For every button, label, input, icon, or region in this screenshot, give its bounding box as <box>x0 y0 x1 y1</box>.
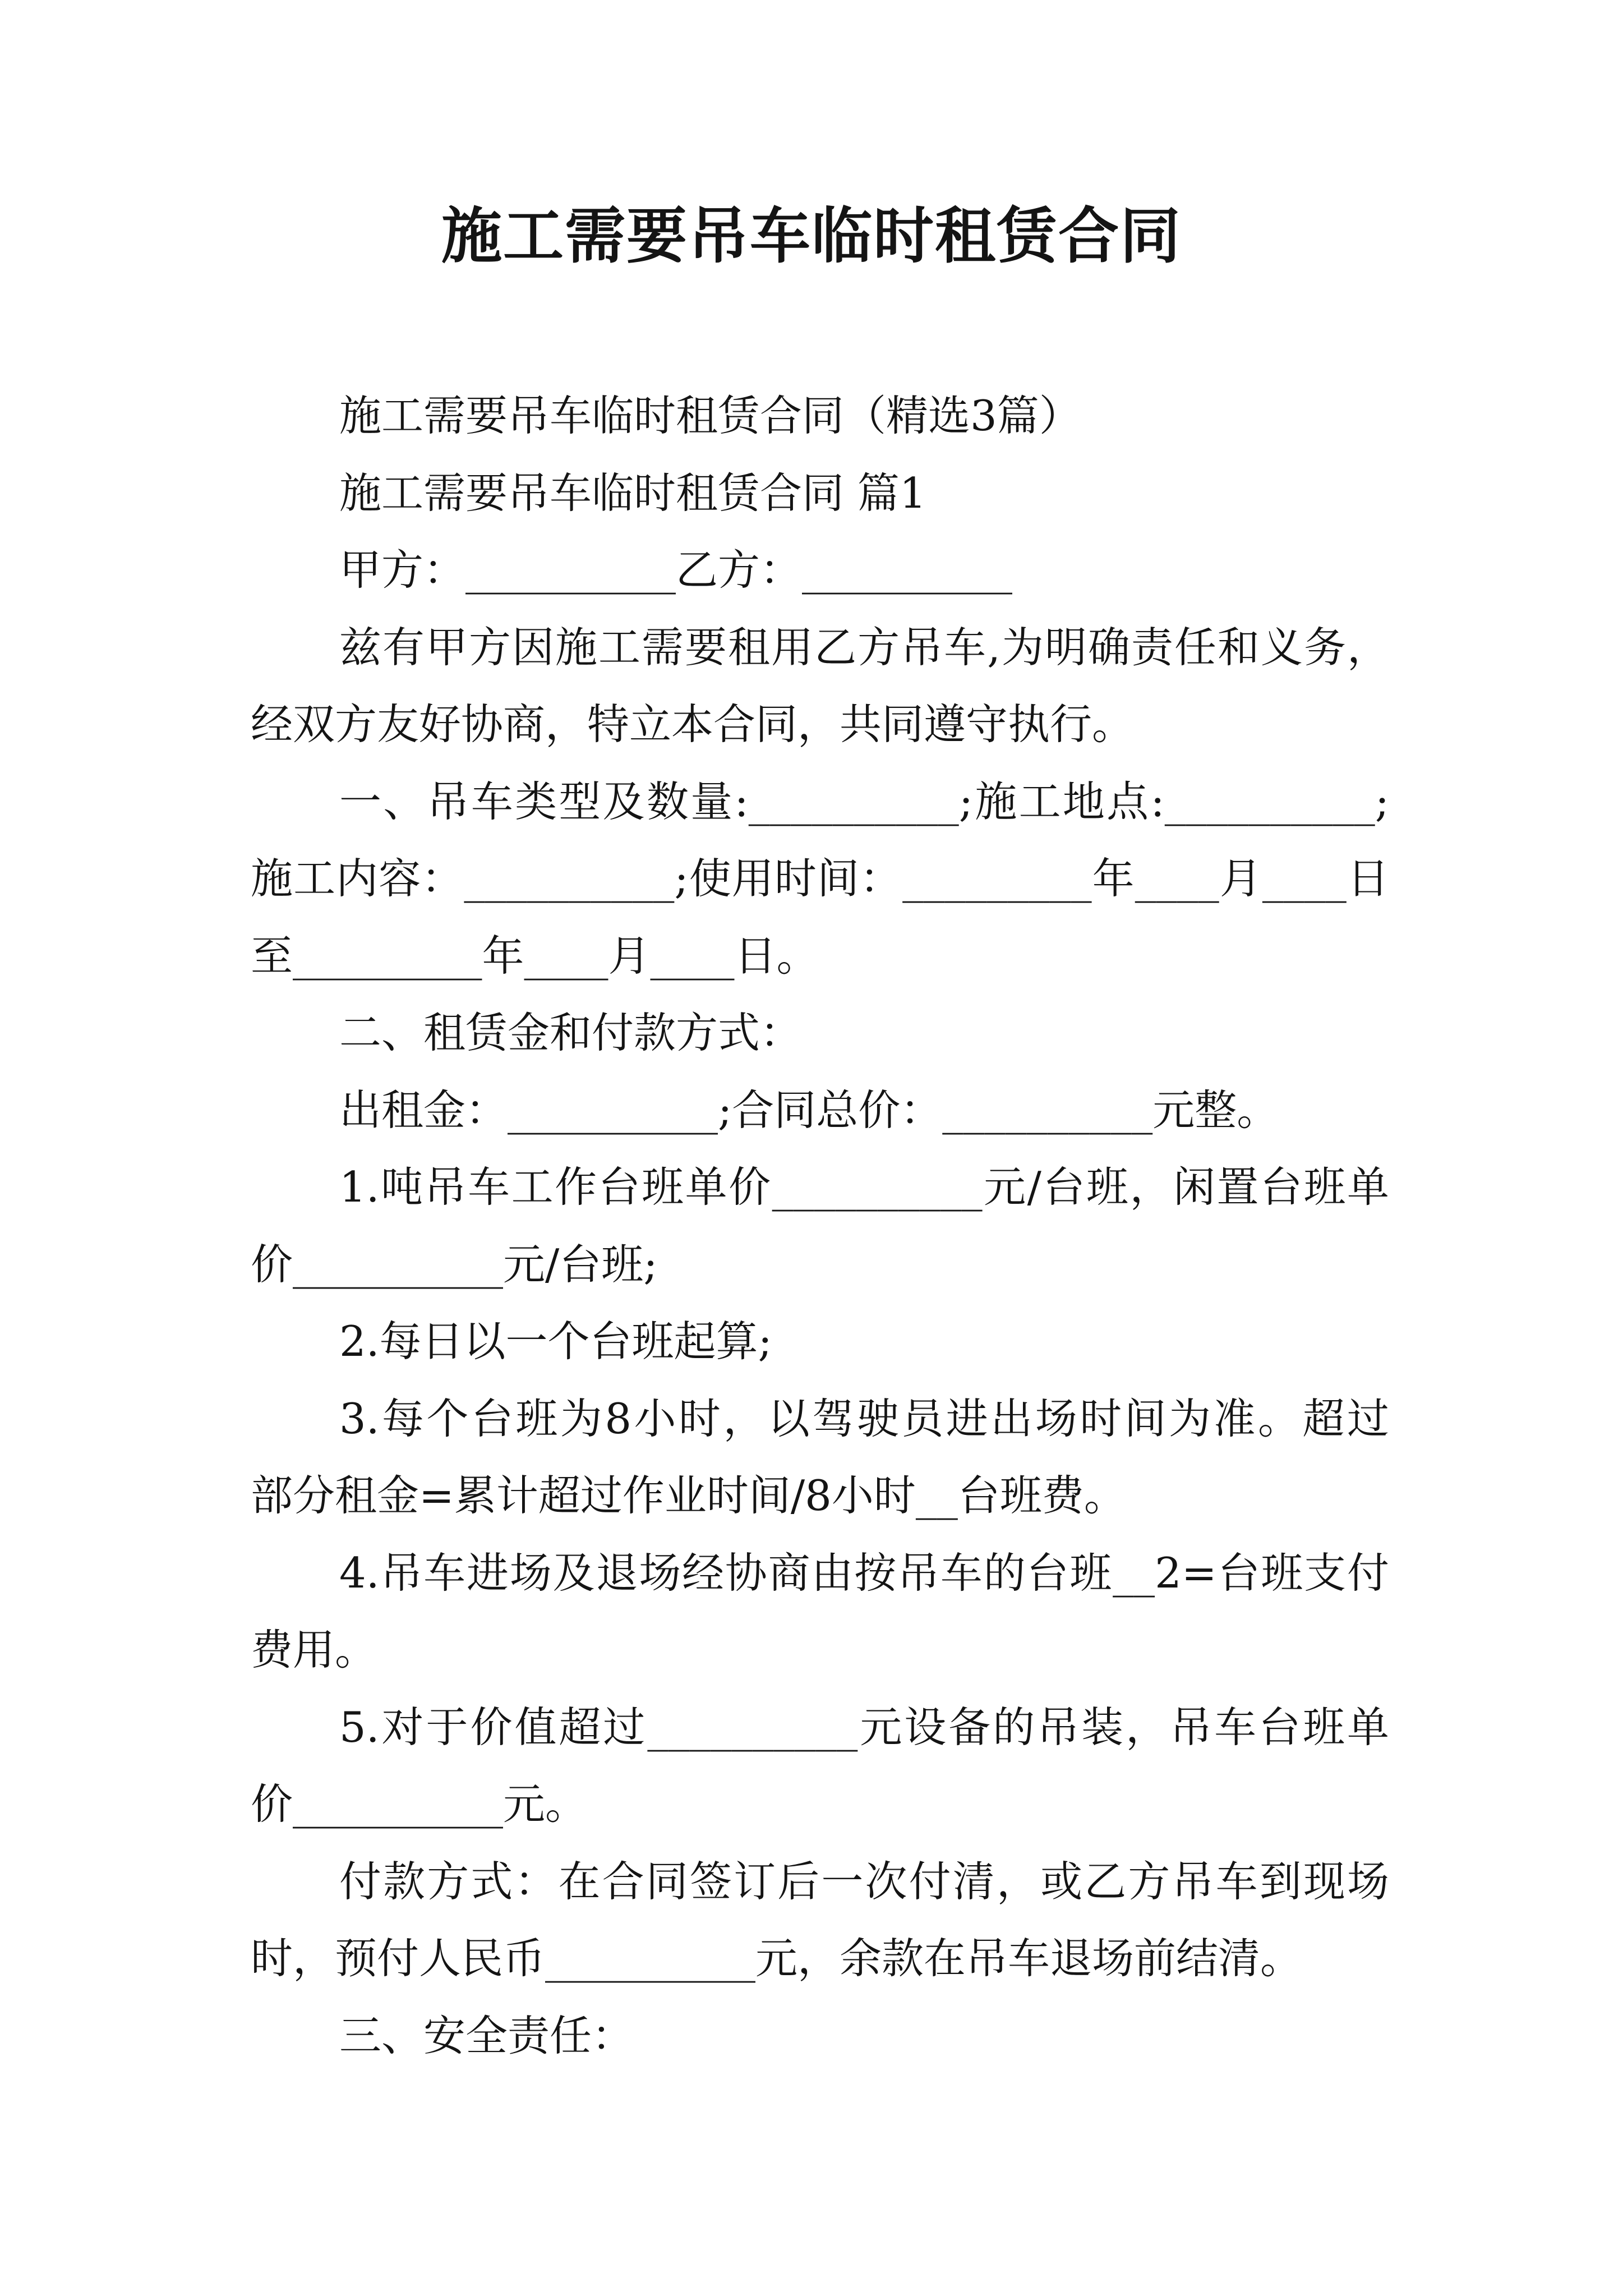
paragraph-line: 2.每日以一个台班起算; <box>339 1317 772 1366</box>
paragraph-rent-heading <box>251 995 1389 1072</box>
paragraph-item-2 <box>251 1303 1389 1381</box>
paragraph-line: 一、吊车类型及数量:__________;施工地点:__________; <box>339 776 1389 826</box>
paragraph-payment-method <box>251 1843 1389 1998</box>
document-title: 施工需要吊车临时租赁合同 <box>441 201 1182 272</box>
paragraph-line: 1.吨吊车工作台班单价__________元/台班，闲置台班单 <box>339 1162 1389 1212</box>
paragraph-line: 二、租赁金和付款方式： <box>339 1008 803 1057</box>
paragraph-item-1 <box>251 1149 1389 1303</box>
paragraph-line: 出租金：__________;合同总价：__________元整。 <box>339 1085 1279 1135</box>
paragraph-line: 5.对于价值超过__________元设备的吊装，吊车台班单 <box>339 1702 1389 1752</box>
paragraph-section-heading <box>251 455 1389 532</box>
paragraph-rent-amount <box>251 1072 1389 1149</box>
paragraph-line: 甲方：__________乙方：__________ <box>339 545 1013 595</box>
paragraph-line: 3.每个台班为8小时，以驾驶员进出场时间为准。超过 <box>339 1393 1389 1443</box>
paragraph-line: 兹有甲方因施工需要租用乙方吊车,为明确责任和义务， <box>339 622 1389 672</box>
paragraph-line: 价__________元/台班; <box>251 1239 658 1289</box>
paragraph-line: 时，预付人民币__________元，余款在吊车退场前结清。 <box>251 1934 1303 1983</box>
paragraph-line: 至_________年____月____日。 <box>251 931 819 981</box>
paragraph-parties <box>251 532 1389 609</box>
paragraph-item-3 <box>251 1381 1389 1535</box>
paragraph-item-4 <box>251 1535 1389 1689</box>
paragraph-line: 施工内容：__________;使用时间：_________年____月____日 <box>251 854 1389 903</box>
paragraph-crane-type <box>251 763 1389 995</box>
paragraph-line: 4.吊车进场及退场经协商由按吊车的台班__2=台班支付 <box>339 1548 1389 1598</box>
paragraph-preamble <box>251 609 1389 763</box>
paragraph-line: 付款方式：在合同签订后一次付清，或乙方吊车到现场 <box>339 1856 1389 1906</box>
paragraph-collection-title <box>251 378 1389 455</box>
paragraph-line: 部分租金=累计超过作业时间/8小时__台班费。 <box>251 1471 1126 1520</box>
paragraph-safety-heading <box>251 1998 1389 2075</box>
paragraph-line: 价__________元。 <box>251 1779 588 1829</box>
paragraph-line: 经双方友好协商，特立本合同，共同遵守执行。 <box>251 700 1135 749</box>
paragraph-line: 三、安全责任： <box>339 2010 634 2060</box>
paragraph-line: 施工需要吊车临时租赁合同（精选3篇） <box>339 391 1081 440</box>
paragraph-line: 费用。 <box>251 1625 377 1674</box>
document-body <box>251 378 1389 2074</box>
paragraph-item-5 <box>251 1689 1389 1843</box>
paragraph-line: 施工需要吊车临时租赁合同 篇1 <box>339 468 926 518</box>
